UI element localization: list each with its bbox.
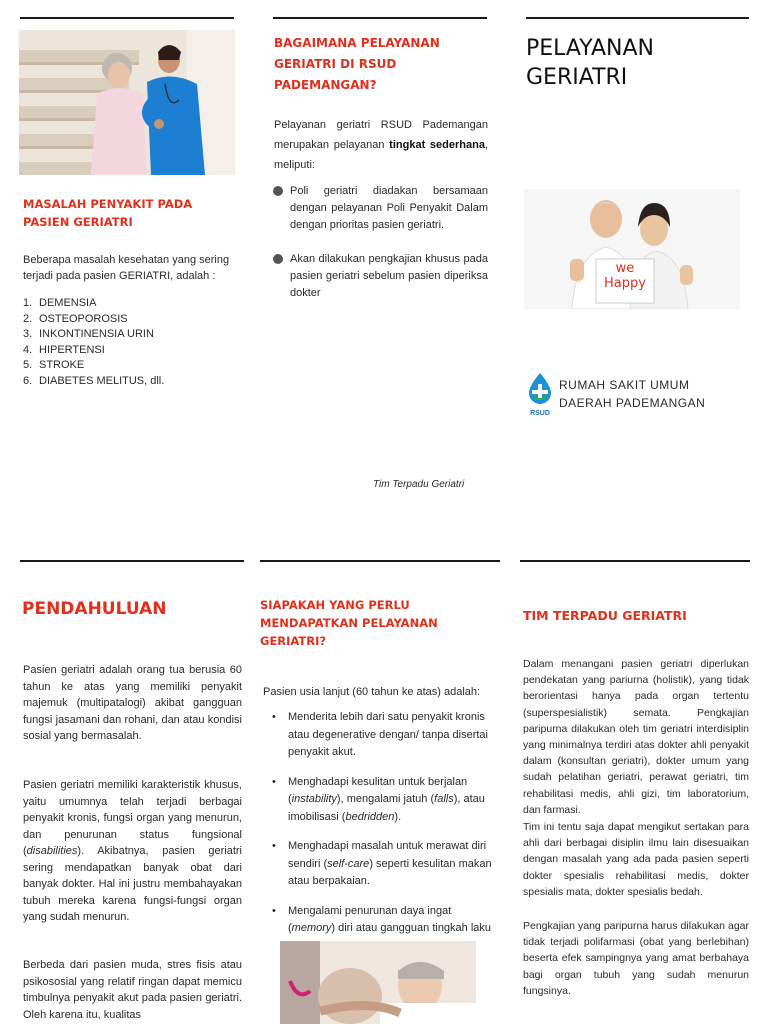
hospital-name-line2: DAERAH PADEMANGAN (559, 396, 706, 410)
panel5-heading: SIAPAKAH YANG PERLU MENDAPATKAN PELAYANAN GERIATRI? (260, 598, 438, 648)
hospital-name-line1: RUMAH SAKIT UMUM (559, 378, 690, 392)
panel5-intro: Pasien usia lanjut (60 tahun ke atas) adalah: (263, 686, 481, 698)
panel6-paragraph1: Dalam menangani pasien geriatri diperlukan pendekatan yang pariurna (holistik), yang tidak berorientasi hanya pada organ tertentu (superspesialistik) semata. Pengkajian paripurna dilakukan oleh tim geriatri interdisiplin yang minimalnya terdiri atas dokter ahli penyakit dalam (konsultan geriatri), dokter umum yang sudah pelatihan geriatri, perawat geriatri, tim rehabilitasi medis, ahli gizi, tim laboratorium, dan farmasi. (523, 658, 749, 816)
list-item: 1. DEMENSIA (23, 297, 97, 309)
list-item: 3. INKONTINENSIA URIN (23, 328, 154, 340)
panel4-heading: PENDAHULUAN (22, 599, 167, 619)
list-item: • Menderita lebih dari satu penyakit kronis atau degenerative dengan/ tanpa disertai penyakit akut. (263, 709, 497, 762)
panel6-paragraph2: Tim ini tentu saja dapat mengikut sertakan para ahli dari berbagai disiplin ilmu lain disesuaikan dengan masalah yang ada pada pasien seperti dokter spesialis rehabilitasi medis, dokter spesialis mata, dokter spesialis bedah. (523, 821, 749, 898)
panel6-heading: TIM TERPADU GERIATRI (523, 608, 687, 623)
health-problems-list (23, 296, 238, 389)
cover-title (526, 34, 654, 92)
panel4-paragraph3: Berbeda dari pasien muda, stres fisis atau psikososial yang relatif ringan dapat memicu timbulnya penyakit akut pada pasien geriatri. Oleh karena itu, kualitas (23, 959, 242, 1021)
panel4-paragraph1: Pasien geriatri adalah orang tua berusia 60 tahun ke atas yang memiliki penyakit majemuk (multipatalogi) akibat gangguan fungsi jasamani dan rohani, dan atau kondisi sosial yang bermasalah. (23, 664, 242, 742)
list-item: 5. STROKE (23, 359, 85, 371)
rsud-drop-icon (527, 372, 553, 404)
team-signature: Tim Terpadu Geriatri (373, 479, 465, 490)
bottom-rule-left (20, 560, 244, 562)
happy-sign: we Happy (604, 261, 646, 291)
bullet-dot-icon (273, 186, 283, 196)
cover-title-line1: PELAYANAN (526, 36, 655, 61)
list-item: 2. OSTEOPOROSIS (23, 312, 128, 325)
panel2-heading: BAGAIMANA PELAYANAN GERIATRI DI RSUD PADEMANGAN? (274, 36, 440, 92)
panel1-intro: Beberapa masalah kesehatan yang sering terjadi pada pasien GERIATRI, adalah : (23, 254, 230, 282)
cover-title-line2: GERIATRI (526, 65, 628, 90)
happy-elderly-couple-photo (524, 189, 740, 309)
list-item: 6. DIABETES MELITUS, dll. (23, 374, 165, 387)
top-rule-middle (273, 17, 487, 19)
list-item: • Mengalami penurunan daya ingat (memory) diri atau gangguan tingkah laku (263, 903, 497, 956)
hospital-name (559, 376, 705, 412)
nurse-elderly-photo (19, 30, 235, 175)
panel2-intro: Pelayanan geriatri RSUD Pademangan merupakan pelayanan tingkat sederhana, meliputi: (274, 119, 488, 171)
panel6-paragraph3: Pengkajian yang paripurna harus dilakukan agar tidak terjadi polifarmasi (obat yang berlebihan) beserta efek sampingnya yang amat berbahaya bagi organ tubuh yang sudah menurun fungsinya. (523, 920, 749, 997)
rsud-logo: RSUD (527, 372, 553, 416)
list-item: Poli geriatri diadakan bersamaan dengan pelayanan Poli Penyakit Dalam dengan prioritas pasien geriatri. (273, 183, 488, 234)
top-rule-right (526, 17, 749, 19)
list-item: 4. HIPERTENSI (23, 343, 105, 356)
list-item: Akan dilakukan pengkajian khusus pada pasien geriatri sebelum pasien diperiksa dokter (273, 251, 488, 302)
panel1-heading: MASALAH PENYAKIT PADA PASIEN GERIATRI (23, 197, 193, 229)
eligible-patients-list (263, 709, 497, 967)
bottom-rule-middle (260, 560, 500, 562)
service-bullets (273, 183, 488, 319)
panel4-paragraph2: Pasien geriatri memiliki karakteristik khusus, yaitu umumnya telah terjadi berbagai penyakit kronis, fungsi organ yang menurun, dan penurunan status fungsional (disabilities). Akibatnya, pasien geriatri sering mendapatkan banyak obat dari banyak dokter. Hal ini justru membahayakan tubuh mereka karena fungsi-fungsi organ yang sudah menurun. (23, 779, 242, 923)
top-rule-left (20, 17, 234, 19)
list-item: • Menghadapi kesulitan untuk berjalan (instability), mengalami jatuh (falls), atau imobilisasi (bedridden). (263, 774, 497, 827)
bullet-dot-icon (273, 254, 283, 264)
patient-bed-photo (280, 941, 476, 1024)
list-item: • Menghadapi masalah untuk merawat diri sendiri (self-care) seperti kesulitan makan atau berpakaian. (263, 838, 497, 891)
bottom-rule-right (520, 560, 750, 562)
